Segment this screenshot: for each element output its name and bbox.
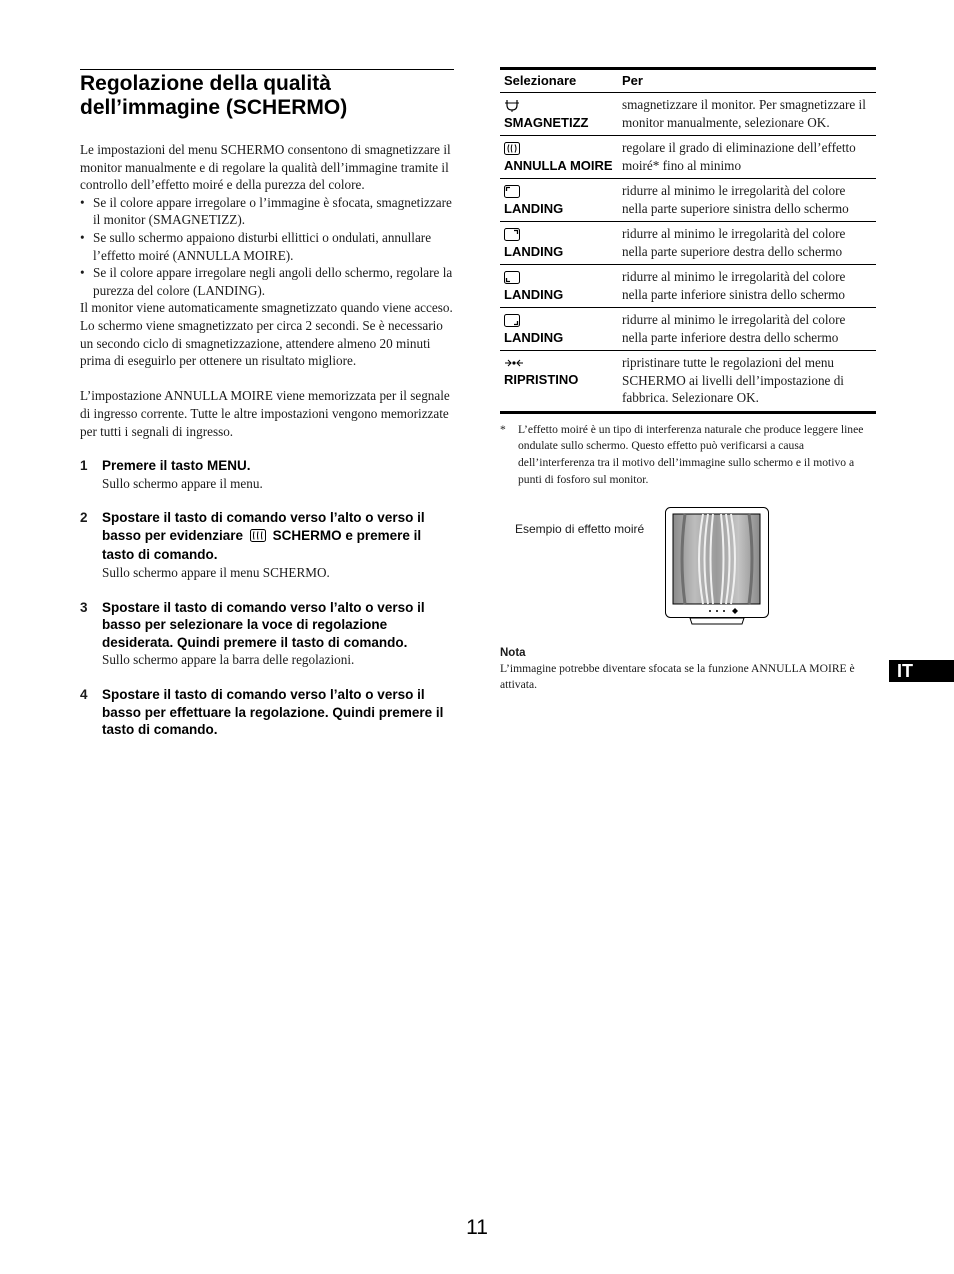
table-row [500, 351, 876, 413]
steps-list [80, 457, 454, 739]
bullet-item: • Se il colore appare irregolare negli angoli dello schermo, regolare la purezza del colore (LANDING). [80, 264, 454, 299]
landing-bottom-right-icon [504, 314, 614, 330]
memory-note-text: L’impostazione ANNULLA MOIRE viene memorizzata per il segnale di ingresso corrente. Tutte le altre impostazioni vengono memorizzate per tutti i segnali di ingresso. [80, 388, 450, 439]
intro-bullet-list [80, 194, 454, 300]
footnote-mark: * [500, 422, 506, 436]
row-desc: ripristinare tutte le regolazioni del menu SCHERMO ai livelli dell’impostazione di fabbrica. Selezionare OK. [618, 351, 876, 413]
footnote-text: L’effetto moiré è un tipo di interferenza naturale che produce leggere linee ondulate sullo schermo. Questo effetto può verificarsi a causa dell’interferenza tra il motivo dell’immagine sullo schermo e il motivo a punti di fosforo sul monitor. [518, 422, 864, 486]
step-desc: Sullo schermo appare la barra delle regolazioni. [102, 652, 355, 668]
row-label: SMAGNETIZZ [504, 115, 589, 130]
step-desc: Sullo schermo appare il menu SCHERMO. [102, 565, 330, 581]
page-title-line2: dell’immagine (SCHERMO) [80, 96, 348, 119]
step-3 [80, 599, 454, 669]
moire-icon [504, 142, 614, 158]
step-desc: Sullo schermo appare il menu. [102, 475, 263, 491]
footnote [500, 422, 876, 489]
row-label: RIPRISTINO [504, 372, 579, 387]
step-2 [80, 509, 454, 581]
row-desc: ridurre al minimo le irregolarità del colore nella parte superiore sinistra dello schermo [618, 179, 876, 222]
header-for: Per [618, 69, 876, 93]
row-label: LANDING [504, 330, 564, 345]
auto-degauss-text: Il monitor viene automaticamente smagnetizzato quando viene acceso. [80, 300, 453, 316]
intro-lead: Le impostazioni del menu SCHERMO consentono di smagnetizzare il monitor manualmente e di regolare la qualità dell’immagine tramite il controllo dell’effetto moiré e della purezza del colore. [80, 142, 451, 193]
page-title-line1: Regolazione della qualità [80, 72, 331, 95]
row-label: LANDING [504, 244, 564, 259]
bullet-item: • Se il colore appare irregolare o l’immagine è sfocata, smagnetizzare il monitor (SMAGNETIZZ). [80, 194, 454, 229]
moire-example [500, 507, 876, 637]
row-desc: ridurre al minimo le irregolarità del colore nella parte inferiore destra dello schermo [618, 308, 876, 351]
nota-text: L’immagine potrebbe diventare sfocata se la funzione ANNULLA MOIRE è attivata. [500, 661, 855, 692]
selection-table [500, 67, 876, 414]
degauss-time-text: Lo schermo viene smagnetizzato per circa 2 secondi. Se è necessario un secondo ciclo di smagnetizzazione, attendere almeno 20 minuti prima di eseguirlo per ottenere un risultato migliore. [80, 317, 443, 369]
header-select: Selezionare [500, 69, 618, 93]
reset-icon [504, 357, 614, 372]
step-title: Spostare il tasto di comando verso l’alto o verso il basso per selezionare la voce di regolazione desiderata. Quindi premere il tasto di comando. [102, 599, 425, 650]
step-title-part-a: Spostare il tasto di comando verso l’alto o verso il basso per evidenziare [102, 510, 425, 543]
row-desc: ridurre al minimo le irregolarità del colore nella parte superiore destra dello schermo [618, 222, 876, 265]
row-desc: smagnetizzare il monitor. Per smagnetizzare il monitor manualmente, selezionare OK. [618, 93, 876, 136]
page-title [80, 72, 454, 120]
table-row [500, 308, 876, 351]
degauss-icon [504, 99, 614, 115]
table-row [500, 265, 876, 308]
title-rule [80, 69, 454, 70]
row-label: LANDING [504, 201, 564, 216]
page-number: 11 [466, 1216, 488, 1239]
table-row [500, 136, 876, 179]
row-desc: ridurre al minimo le irregolarità del colore nella parte inferiore sinistra dello schermo [618, 265, 876, 308]
example-label: Esempio di effetto moiré [515, 521, 645, 536]
step-1 [80, 457, 454, 492]
step-number: 4 [80, 687, 88, 703]
step-title-part-b: SCHERMO e premere il tasto di comando. [102, 527, 422, 563]
moire-monitor-illustration [665, 507, 775, 637]
row-label: LANDING [504, 287, 564, 302]
table-row [500, 93, 876, 136]
step-title: Spostare il tasto di comando verso l’alto o verso il basso per effettuare la regolazione. Quindi premere il tasto di comando. [102, 687, 444, 738]
step-number: 1 [80, 458, 88, 474]
table-row [500, 179, 876, 222]
table-row [500, 222, 876, 265]
landing-top-left-icon [504, 185, 614, 201]
right-column [500, 67, 876, 694]
screen-menu-icon [250, 529, 266, 547]
step-title [102, 509, 454, 564]
step-number: 3 [80, 599, 88, 615]
step-number: 2 [80, 510, 88, 526]
row-desc: regolare il grado di eliminazione dell’effetto moiré* fino al minimo [618, 136, 876, 179]
step-title: Premere il tasto MENU. [102, 458, 251, 474]
left-column [80, 69, 454, 756]
nota-title: Nota [500, 646, 526, 659]
bullet-item: • Se sullo schermo appaiono disturbi ellittici o ondulati, annullare l’effetto moiré (ANNULLA MOIRE). [80, 229, 454, 264]
language-tab: IT [889, 660, 954, 682]
intro-section [80, 141, 454, 440]
landing-bottom-left-icon [504, 271, 614, 287]
row-label: ANNULLA MOIRE [504, 158, 613, 173]
step-4 [80, 686, 454, 739]
landing-top-right-icon [504, 228, 614, 244]
